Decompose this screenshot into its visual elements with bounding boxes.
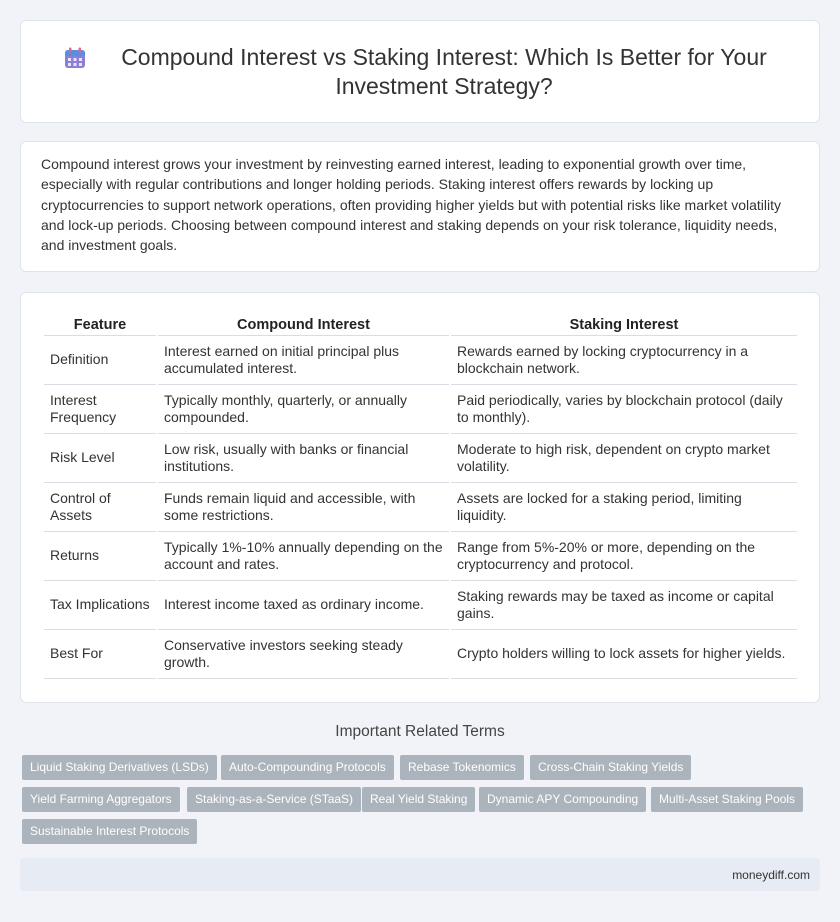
row-feature: Control of Assets <box>44 483 156 532</box>
tag-link[interactable]: Yield Farming Aggregators <box>22 787 180 812</box>
intro-card <box>20 141 820 272</box>
page-title: Compound Interest vs Staking Interest: Which Is Better for Your Investment Strategy? <box>121 44 767 99</box>
tag-link[interactable]: Real Yield Staking <box>362 787 475 812</box>
row-compound: Interest income taxed as ordinary income. <box>158 581 449 630</box>
table-row <box>44 336 797 385</box>
header-compound: Compound Interest <box>158 315 449 336</box>
table-row <box>44 630 797 679</box>
intro-paragraph: Compound interest grows your investment by reinvesting earned interest, leading to exponential growth over time, especially with regular contributions and longer holding periods. Staking interest offers rewards by locking up cryptocurrencies to support network operations, often providing higher yields but with potential risks like market volatility and lock-up periods. Choosing between compound interest and staking depends on your risk tolerance, liquidity needs, and investment goals. <box>41 156 782 254</box>
tag-link[interactable]: Liquid Staking Derivatives (LSDs) <box>22 755 217 780</box>
row-compound: Funds remain liquid and accessible, with some restrictions. <box>158 483 449 532</box>
row-feature: Returns <box>44 532 156 581</box>
row-feature: Risk Level <box>44 434 156 483</box>
header-staking: Staking Interest <box>451 315 797 336</box>
footer <box>20 858 820 891</box>
tag-link[interactable]: Auto-Compounding Protocols <box>221 755 394 780</box>
tag-link[interactable]: Cross-Chain Staking Yields <box>530 755 691 780</box>
tag-link[interactable]: Staking-as-a-Service (STaaS) <box>187 787 361 812</box>
row-staking: Rewards earned by locking cryptocurrency in a blockchain network. <box>451 336 797 385</box>
row-compound: Typically 1%-10% annually depending on the account and rates. <box>158 532 449 581</box>
table-row <box>44 532 797 581</box>
table-row <box>44 434 797 483</box>
table-header-row <box>44 315 797 336</box>
tag-link[interactable]: Rebase Tokenomics <box>400 755 524 780</box>
comparison-card <box>20 292 820 703</box>
row-feature: Tax Implications <box>44 581 156 630</box>
related-terms-title: Important Related Terms <box>335 723 505 740</box>
footer-site-link[interactable]: moneydiff.com <box>732 868 810 882</box>
row-feature: Interest Frequency <box>44 385 156 434</box>
table-row <box>44 581 797 630</box>
row-staking: Range from 5%-20% or more, depending on the cryptocurrency and protocol. <box>451 532 797 581</box>
table-row <box>44 385 797 434</box>
row-compound: Low risk, usually with banks or financial institutions. <box>158 434 449 483</box>
row-staking: Paid periodically, varies by blockchain protocol (daily to monthly). <box>451 385 797 434</box>
row-staking: Assets are locked for a staking period, limiting liquidity. <box>451 483 797 532</box>
comparison-table <box>42 315 799 679</box>
row-staking: Crypto holders willing to lock assets for higher yields. <box>451 630 797 679</box>
tag-link[interactable]: Dynamic APY Compounding <box>479 787 646 812</box>
row-compound: Typically monthly, quarterly, or annually compounded. <box>158 385 449 434</box>
tag-link[interactable]: Multi-Asset Staking Pools <box>651 787 803 812</box>
tag-link[interactable]: Sustainable Interest Protocols <box>22 819 197 844</box>
row-compound: Conservative investors seeking steady growth. <box>158 630 449 679</box>
row-feature: Best For <box>44 630 156 679</box>
row-staking: Staking rewards may be taxed as income or capital gains. <box>451 581 797 630</box>
title-card <box>20 20 820 123</box>
header-feature: Feature <box>44 315 156 336</box>
row-feature: Definition <box>44 336 156 385</box>
row-compound: Interest earned on initial principal plus accumulated interest. <box>158 336 449 385</box>
row-staking: Moderate to high risk, dependent on crypto market volatility. <box>451 434 797 483</box>
table-row <box>44 483 797 532</box>
